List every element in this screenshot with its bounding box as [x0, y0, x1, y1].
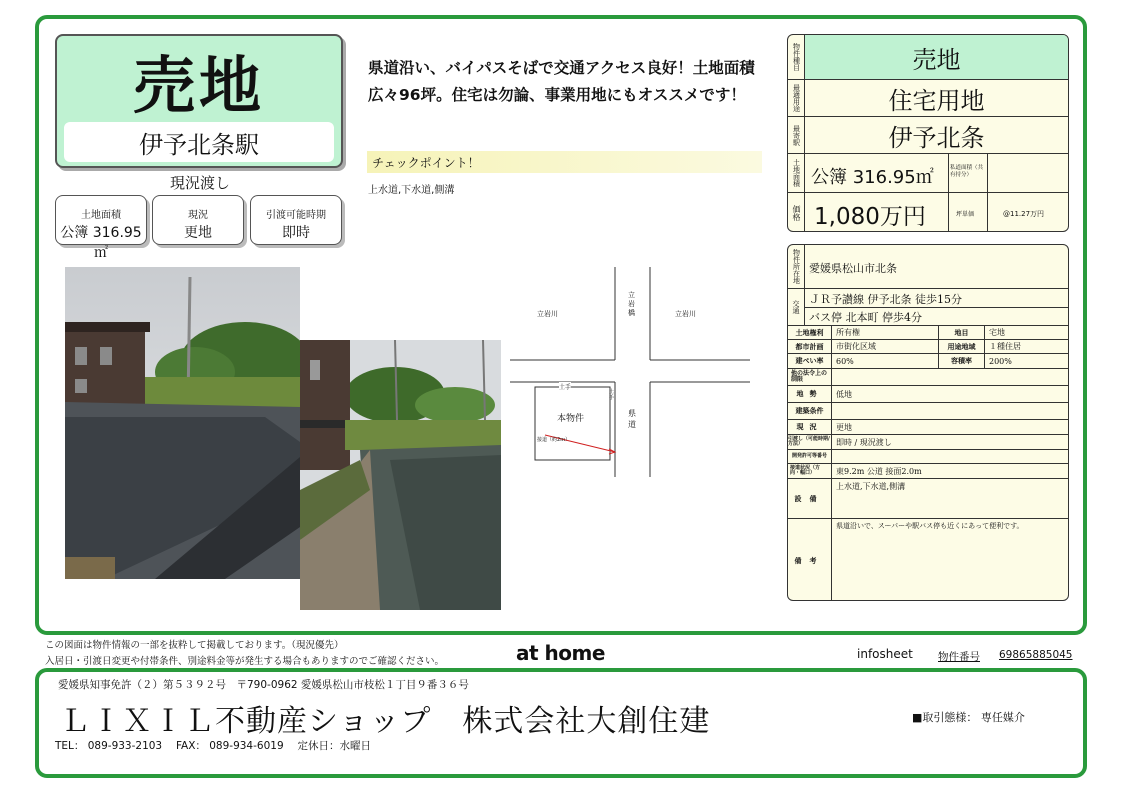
other-law-label: 他の法令上の制限: [791, 370, 828, 383]
spec-station-row: [788, 117, 1068, 153]
dev-row: [788, 450, 1068, 463]
spec-use-label: 最適用途: [792, 84, 801, 112]
far-label: 容積率: [938, 354, 984, 368]
card-area-value: 公簿 316.95㎡: [60, 225, 142, 261]
spec-station: 伊予北条: [888, 123, 985, 152]
checkpoint-title: チェックポイント！: [372, 156, 480, 170]
map-dote: 土手: [559, 384, 572, 391]
handover-label: 引渡し（可能時期/方法）: [788, 436, 830, 447]
bcr-value: 60%: [831, 354, 938, 368]
company-contact: TEL： 089-933-2103 FAX： 089-934-6019 定休日：水曜日: [55, 740, 371, 752]
athome-logo: at home: [516, 641, 605, 665]
terrain-row: [788, 386, 1068, 402]
spec-top-table: [787, 34, 1069, 232]
spec-price: 1,080万円: [814, 204, 926, 230]
map-road-left: 立岩川: [537, 310, 558, 318]
spec-station-label: 最寄駅: [792, 124, 801, 146]
card-handover-value: 即時: [282, 225, 310, 241]
rights-row: [788, 326, 1068, 339]
bukken-label: 物件番号: [938, 651, 980, 663]
checkpoint-bar: [367, 151, 762, 173]
zone-label: 用途地域: [938, 340, 984, 353]
hero-station: 伊予北条駅: [139, 130, 259, 159]
spec-use-row: [788, 80, 1068, 116]
spec-kind-row: [788, 35, 1068, 79]
company-license: 愛媛県知事免許（２）第５３９２号 〒790-0962 愛媛県松山市枝松１丁目９番３６号: [58, 679, 469, 691]
road-label: 接道状況（方向・幅口）: [790, 465, 821, 476]
remarks-row: [788, 519, 1068, 601]
bukken-number: 69865885045: [999, 649, 1073, 661]
company-name: ＬＩＸＩＬ不動産ショップ 株式会社大創住建: [60, 704, 711, 739]
remarks-value: 県道沿いで、スーパーや駅バス停も近くにあって便利です。: [831, 519, 1068, 601]
far-value: 200%: [984, 354, 1068, 368]
spec-use: 住宅用地: [888, 86, 985, 115]
spec-price-label: 価格: [792, 205, 801, 221]
card-status-value: 更地: [184, 225, 212, 241]
checkpoint-text: 上水道,下水道,側溝: [368, 185, 455, 196]
location-value: 愛媛県松山市北条: [809, 262, 897, 275]
build-cond-label: 建築条件: [795, 407, 824, 415]
city-plan-label: 都市計画: [795, 342, 824, 351]
map-kendo: 県道: [628, 409, 636, 429]
card-handover-label: 引渡可能時期: [266, 210, 326, 221]
footer-note-1: この図面は物件情報の一部を抜粋して掲載しております。（現況優先）: [45, 640, 344, 651]
card-status-label: 現況: [188, 210, 208, 221]
equip-row: [788, 479, 1068, 518]
handover-row: [788, 435, 1068, 449]
road-value: 東9.2m 公道 接面2.0m: [831, 464, 1068, 478]
site-photo-2: [300, 340, 501, 610]
equip-value: 上水道,下水道,側溝: [831, 479, 1068, 518]
spec-detail-table: [787, 244, 1069, 601]
bcr-row: [788, 354, 1068, 368]
other-law-value: [831, 369, 1068, 385]
map-dote2: 土手: [609, 389, 615, 401]
city-plan-value: 市街化区域: [831, 340, 938, 353]
current-label: 現況: [796, 423, 823, 431]
spec-private-road-label: 私道面積（共有持分）: [950, 165, 984, 178]
bcr-label: 建ぺい率: [795, 357, 824, 365]
current-row: [788, 420, 1068, 434]
road-row: [788, 464, 1068, 478]
terrain-value: 低地: [831, 386, 1068, 402]
terrain-label: 地勢: [796, 390, 823, 398]
card-area: [55, 195, 147, 261]
hero-box: [55, 34, 343, 168]
hero-station-box: [64, 122, 334, 162]
location-label: 物件所在地: [792, 249, 801, 284]
card-status: [152, 195, 244, 245]
dev-value: [831, 450, 1068, 463]
footer-note-2: 入居日・引渡日変更や付帯条件、別途料金等が発生する場合もありますのでご確認ください。: [45, 656, 445, 667]
spec-area-label: 土地面積: [792, 159, 801, 187]
infosheet-label: infosheet: [857, 647, 913, 661]
rights-label: 土地権利: [795, 328, 824, 337]
handover-value: 即時 / 現況渡し: [831, 435, 1068, 449]
hero-status: 現況渡し: [169, 173, 230, 192]
map-property: 本物件: [557, 414, 585, 424]
spec-kind: 売地: [805, 35, 1068, 79]
transport-row: [788, 289, 1068, 325]
transport-line-1: ＪＲ予讃線 伊予北条 徒歩15分: [809, 293, 962, 306]
dev-label: 開発許可等番号: [792, 453, 828, 459]
deal-type: ■取引態様： 専任媒介: [912, 711, 1025, 724]
map-access: 接道（約2ｍ）: [537, 437, 571, 443]
build-cond-row: [788, 403, 1068, 419]
map-bridge: 立岩橋: [628, 291, 635, 317]
equip-label: 設備: [794, 494, 825, 503]
transport-label: 交通: [792, 300, 800, 314]
spec-area: 公簿 316.95㎡: [811, 167, 934, 188]
card-area-label: 土地面積: [81, 210, 121, 221]
land-cat-label: 地目: [938, 326, 984, 339]
other-law-row: [788, 369, 1068, 385]
hero-type: 売地: [132, 48, 265, 122]
rights-value: 所有権: [831, 326, 938, 339]
location-row: [788, 245, 1068, 288]
remarks-label: 備考: [794, 556, 825, 565]
city-plan-row: [788, 340, 1068, 353]
spec-tsubo: @11.27万円: [1003, 210, 1045, 218]
current-value: 更地: [831, 420, 1068, 434]
headline: 県道沿い、バイパスそばで交通アクセス良好！土地面積広々96坪。住宅は勿論、事業用地にもオススメです！: [368, 59, 755, 104]
location-map: [505, 265, 755, 480]
spec-price-row: [788, 193, 1068, 232]
spec-area-row: [788, 154, 1068, 192]
card-handover: [250, 195, 342, 245]
build-cond-value: [831, 403, 1068, 419]
map-road-right: 立岩川: [675, 310, 696, 318]
land-cat-value: 宅地: [984, 326, 1068, 339]
zone-value: １種住居: [984, 340, 1068, 353]
site-photo-1: [65, 267, 300, 579]
spec-kind-label: 物件種目: [792, 43, 801, 71]
spec-tsubo-label: 坪単価: [956, 211, 975, 218]
transport-line-2: バス停 北本町 停歩4分: [809, 311, 922, 324]
